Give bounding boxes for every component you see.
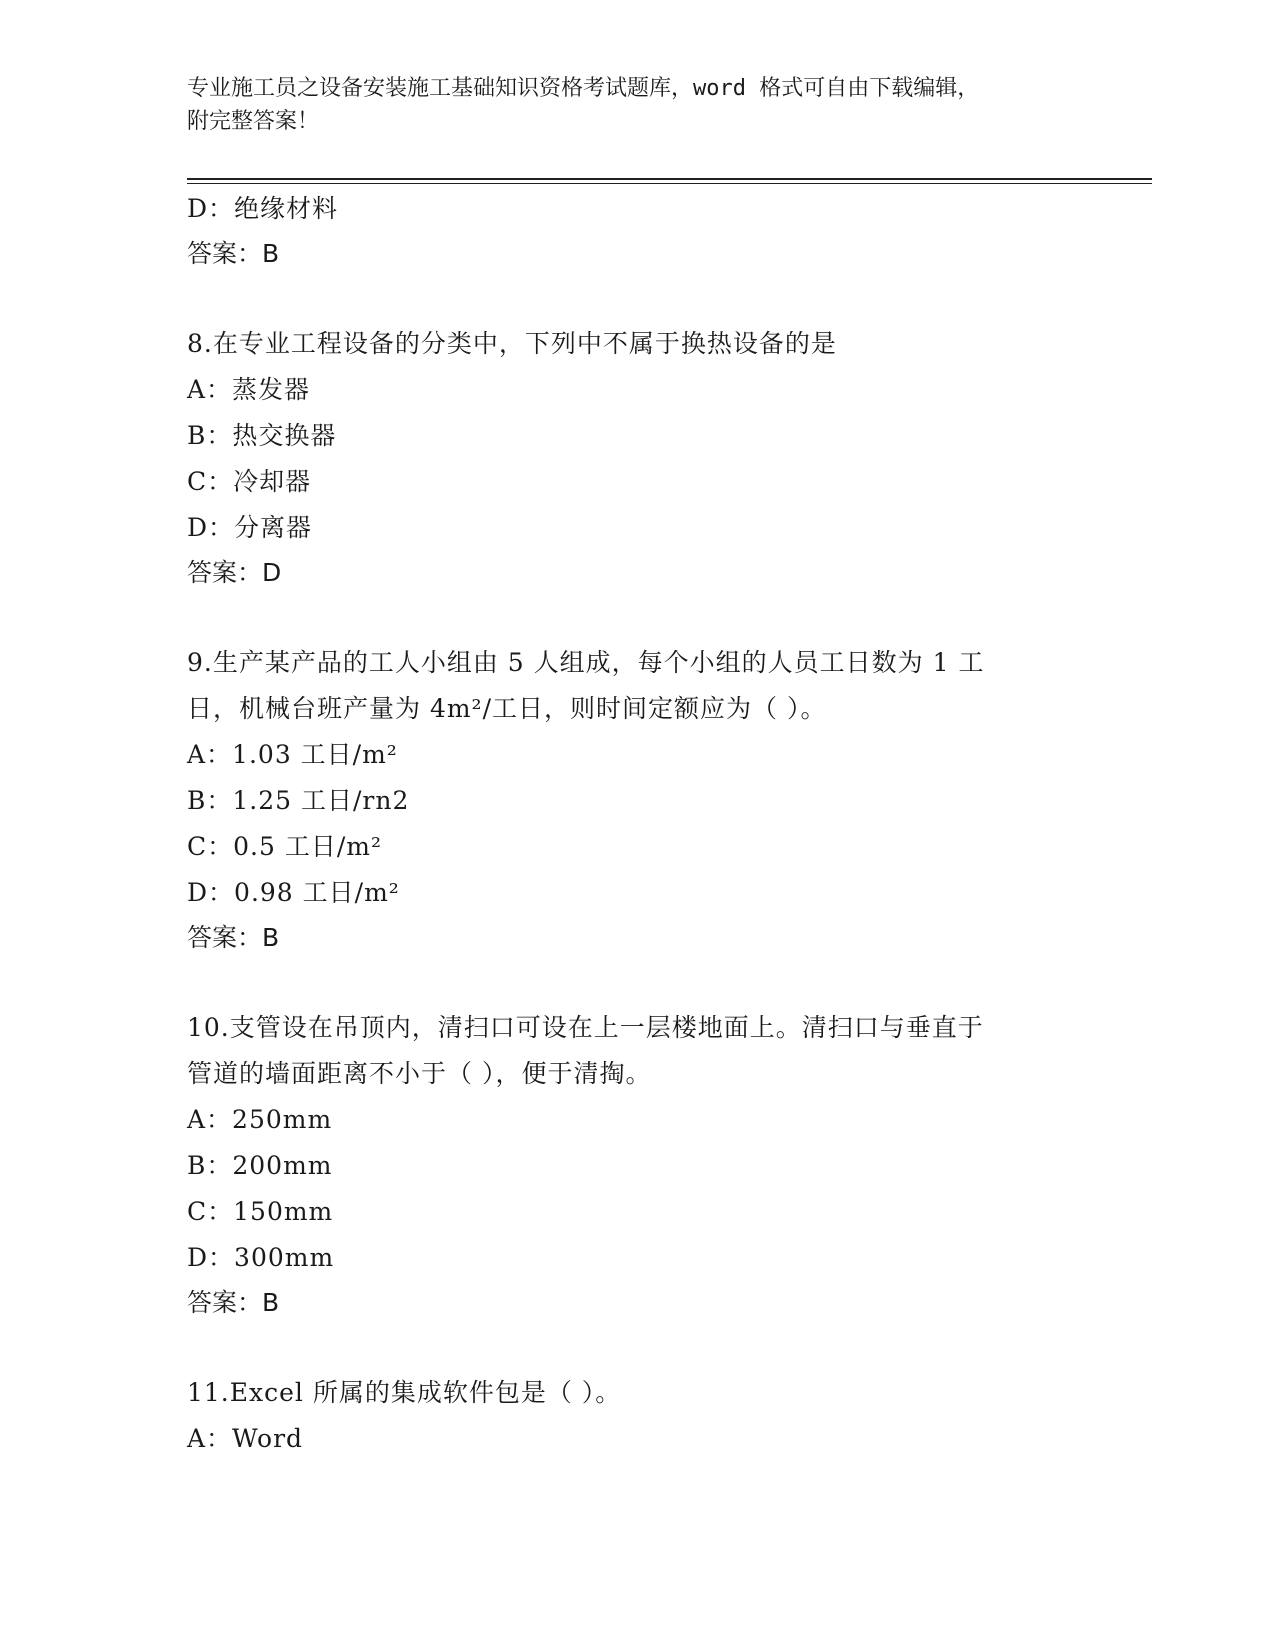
option-line: B：热交换器 bbox=[187, 421, 337, 450]
answer-line: 答案：B bbox=[187, 1288, 280, 1317]
option-line: C：冷却器 bbox=[187, 467, 312, 496]
option-line: D：绝缘材料 bbox=[187, 194, 339, 223]
option-line: D：0.98 工日/m² bbox=[187, 878, 400, 907]
question-stem: 11.Excel 所属的集成软件包是（ ）。 bbox=[187, 1378, 622, 1407]
option-line: A：1.03 工日/m² bbox=[187, 740, 398, 769]
question-stem: 日，机械台班产量为 4m²/工日，则时间定额应为（ ）。 bbox=[187, 694, 827, 723]
header-rule-thick bbox=[187, 178, 1152, 180]
option-line: D：300mm bbox=[187, 1243, 335, 1272]
question-10 bbox=[187, 1005, 1087, 1325]
question-stem: 8.在专业工程设备的分类中，下列中不属于换热设备的是 bbox=[187, 329, 837, 358]
answer-line: 答案：D bbox=[187, 558, 282, 587]
answer-line: 答案：B bbox=[187, 239, 280, 268]
option-line: C：150mm bbox=[187, 1197, 334, 1226]
header-line-1: 专业施工员之设备安装施工基础知识资格考试题库，word 格式可自由下载编辑， bbox=[187, 76, 980, 101]
option-line: B：1.25 工日/rn2 bbox=[187, 786, 410, 815]
question-9 bbox=[187, 640, 1087, 960]
document-header bbox=[187, 72, 1087, 138]
question-stem: 管道的墙面距离不小于（ ），便于清掏。 bbox=[187, 1059, 652, 1088]
header-rule-thin bbox=[187, 183, 1152, 184]
option-line: A：250mm bbox=[187, 1105, 333, 1134]
option-line: C：0.5 工日/m² bbox=[187, 832, 382, 861]
option-line: D：分离器 bbox=[187, 513, 313, 542]
question-stem: 9.生产某产品的工人小组由 5 人组成，每个小组的人员工日数为 1 工 bbox=[187, 648, 985, 677]
option-line: A：蒸发器 bbox=[187, 375, 311, 404]
question-11 bbox=[187, 1370, 1087, 1462]
header-line-2: 附完整答案！ bbox=[187, 109, 320, 134]
question-8 bbox=[187, 321, 1087, 595]
answer-line: 答案：B bbox=[187, 923, 280, 952]
option-line: A：Word bbox=[187, 1424, 304, 1453]
question-stem: 10.支管设在吊顶内，清扫口可设在上一层楼地面上。清扫口与垂直于 bbox=[187, 1013, 984, 1042]
option-line: B：200mm bbox=[187, 1151, 333, 1180]
question-list bbox=[187, 186, 1087, 1462]
